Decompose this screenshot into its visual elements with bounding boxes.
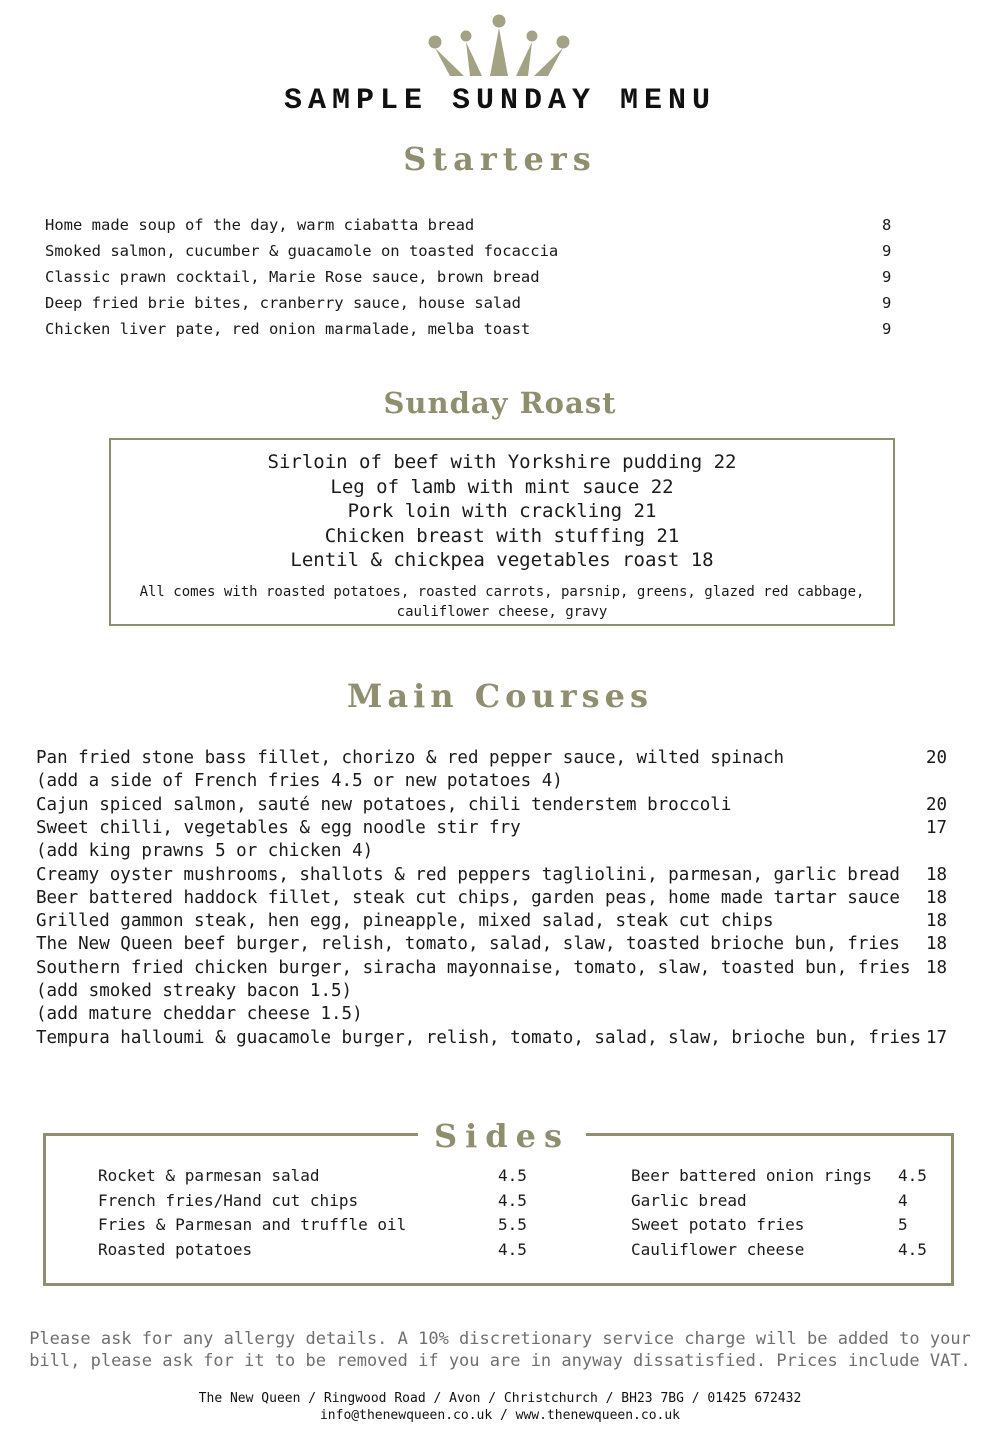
sides-right-column xyxy=(631,1166,931,1266)
item-price: 5.5 xyxy=(498,1215,527,1235)
item-price: 4.5 xyxy=(898,1240,927,1260)
sides-heading: Sides xyxy=(418,1116,586,1156)
roast-item: Lentil & chickpea vegetables roast 18 xyxy=(290,549,714,571)
item-name: Classic prawn cocktail, Marie Rose sauce, brown bread xyxy=(45,268,540,286)
item-name: The New Queen beef burger, relish, tomato, salad, slaw, toasted brioche bun, fries xyxy=(36,934,900,955)
item-price: 17 xyxy=(926,1027,948,1048)
main-course-row xyxy=(36,958,956,981)
item-price: 4.5 xyxy=(498,1240,527,1260)
item-price: 18 xyxy=(926,864,948,885)
main-course-row xyxy=(36,911,956,934)
main-course-row xyxy=(36,865,956,888)
item-name: Cajun spiced salmon, sauté new potatoes, chili tenderstem broccoli xyxy=(36,794,732,815)
item-name: Tempura halloumi & guacamole burger, relish, tomato, salad, slaw, brioche bun, fries xyxy=(36,1027,922,1048)
crown-icon xyxy=(428,14,570,78)
item-price: 20 xyxy=(926,748,948,768)
roast-note-line: All comes with roasted potatoes, roasted carrots, parsnip, greens, glazed red cabbage, xyxy=(139,584,865,600)
item-price: 4.5 xyxy=(898,1166,927,1185)
starter-item xyxy=(45,216,905,242)
main-course-row xyxy=(36,1004,956,1027)
starter-item xyxy=(45,320,905,346)
item-price: 18 xyxy=(926,887,948,908)
main-course-row xyxy=(36,818,956,841)
item-name: Chicken liver pate, red onion marmalade, melba toast xyxy=(45,320,531,338)
side-item xyxy=(631,1215,931,1240)
side-item xyxy=(98,1166,538,1191)
main-course-row xyxy=(36,934,956,957)
page-title: SAMPLE SUNDAY MENU xyxy=(283,84,717,118)
mains-list xyxy=(36,748,956,1053)
roast-items xyxy=(111,450,893,573)
roast-accompaniments-note xyxy=(131,582,873,622)
main-course-row xyxy=(36,795,956,818)
item-price: 18 xyxy=(926,934,948,955)
roast-box xyxy=(109,438,895,626)
mains-heading: Main Courses xyxy=(346,677,654,715)
item-name: Beer battered onion rings xyxy=(631,1166,872,1185)
starters-heading: Starters xyxy=(403,140,597,178)
item-name: Deep fried brie bites, cranberry sauce, house salad xyxy=(45,294,521,312)
item-price: 5 xyxy=(898,1215,908,1235)
side-item xyxy=(98,1215,538,1240)
item-price: 9 xyxy=(882,268,892,286)
item-name: Sweet chilli, vegetables & egg noodle stir fry xyxy=(36,817,521,838)
item-price: 4 xyxy=(898,1190,908,1210)
item-name: Beer battered haddock fillet, steak cut chips, garden peas, home made tartar sauce xyxy=(36,887,900,908)
side-item xyxy=(98,1240,538,1265)
roast-item: Sirloin of beef with Yorkshire pudding 22 xyxy=(267,451,737,473)
item-name: (add smoked streaky bacon 1.5) xyxy=(36,981,353,1001)
item-name: Home made soup of the day, warm ciabatta bread xyxy=(45,216,475,234)
roast-heading: Sunday Roast xyxy=(383,386,617,420)
sides-left-column xyxy=(98,1166,538,1266)
item-name: Creamy oyster mushrooms, shallots & red peppers tagliolini, parmesan, garlic bread xyxy=(36,864,900,885)
roast-note-line: cauliflower cheese, gravy xyxy=(396,604,608,620)
footer-email-website: info@thenewqueen.co.uk / www.thenewqueen.co.uk xyxy=(319,1408,681,1423)
item-price: 9 xyxy=(882,294,892,312)
item-name: Garlic bread xyxy=(631,1190,747,1210)
item-name: Cauliflower cheese xyxy=(631,1240,805,1260)
starters-list xyxy=(45,216,905,346)
side-item xyxy=(631,1240,931,1265)
side-item xyxy=(631,1191,931,1216)
item-price: 20 xyxy=(926,794,948,815)
item-name: (add king prawns 5 or chicken 4) xyxy=(36,841,374,862)
sides-box xyxy=(43,1117,954,1286)
item-price: 9 xyxy=(882,242,892,260)
side-item xyxy=(631,1166,931,1191)
item-name: Pan fried stone bass fillet, chorizo & red pepper sauce, wilted spinach xyxy=(36,748,785,768)
footer-contact xyxy=(0,1390,1000,1424)
item-price: 18 xyxy=(926,911,948,932)
item-price: 8 xyxy=(882,216,892,234)
item-name: Fries & Parmesan and truffle oil xyxy=(98,1215,407,1235)
starter-item xyxy=(45,294,905,320)
item-price: 4.5 xyxy=(498,1166,527,1185)
main-course-row xyxy=(36,771,956,794)
footer-note-line: bill, please ask for it to be removed if you are in anyway dissatisfied. Prices include VAT. xyxy=(29,1351,971,1371)
item-name: French fries/Hand cut chips xyxy=(98,1190,359,1210)
roast-item: Chicken breast with stuffing 21 xyxy=(324,524,680,547)
main-course-row xyxy=(36,888,956,911)
item-name: (add mature cheddar cheese 1.5) xyxy=(36,1004,363,1025)
item-name: Rocket & parmesan salad xyxy=(98,1166,320,1185)
item-price: 17 xyxy=(926,817,948,838)
roast-item: Pork loin with crackling 21 xyxy=(347,500,657,522)
footer-address: The New Queen / Ringwood Road / Avon / Christchurch / BH23 7BG / 01425 672432 xyxy=(198,1391,802,1406)
starter-item xyxy=(45,242,905,268)
item-name: Southern fried chicken burger, siracha mayonnaise, tomato, slaw, toasted bun, fries xyxy=(36,957,911,978)
item-name: Roasted potatoes xyxy=(98,1240,253,1260)
main-course-row xyxy=(36,981,956,1004)
roast-item: Leg of lamb with mint sauce 22 xyxy=(330,475,674,498)
side-item xyxy=(98,1191,538,1216)
main-course-row xyxy=(36,1028,956,1051)
item-price: 18 xyxy=(926,957,948,978)
item-name: Sweet potato fries xyxy=(631,1215,805,1235)
starter-item xyxy=(45,268,905,294)
item-price: 4.5 xyxy=(498,1190,527,1210)
allergy-service-note xyxy=(0,1328,1000,1372)
item-name: Smoked salmon, cucumber & guacamole on toasted focaccia xyxy=(45,242,559,260)
main-course-row xyxy=(36,841,956,864)
main-course-row xyxy=(36,748,956,771)
item-name: Grilled gammon steak, hen egg, pineapple, mixed salad, steak cut chips xyxy=(36,911,774,932)
footer-note-line: Please ask for any allergy details. A 10% discretionary service charge will be added to your xyxy=(29,1329,971,1349)
item-price: 9 xyxy=(882,320,892,338)
item-name: (add a side of French fries 4.5 or new potatoes 4) xyxy=(36,771,563,792)
